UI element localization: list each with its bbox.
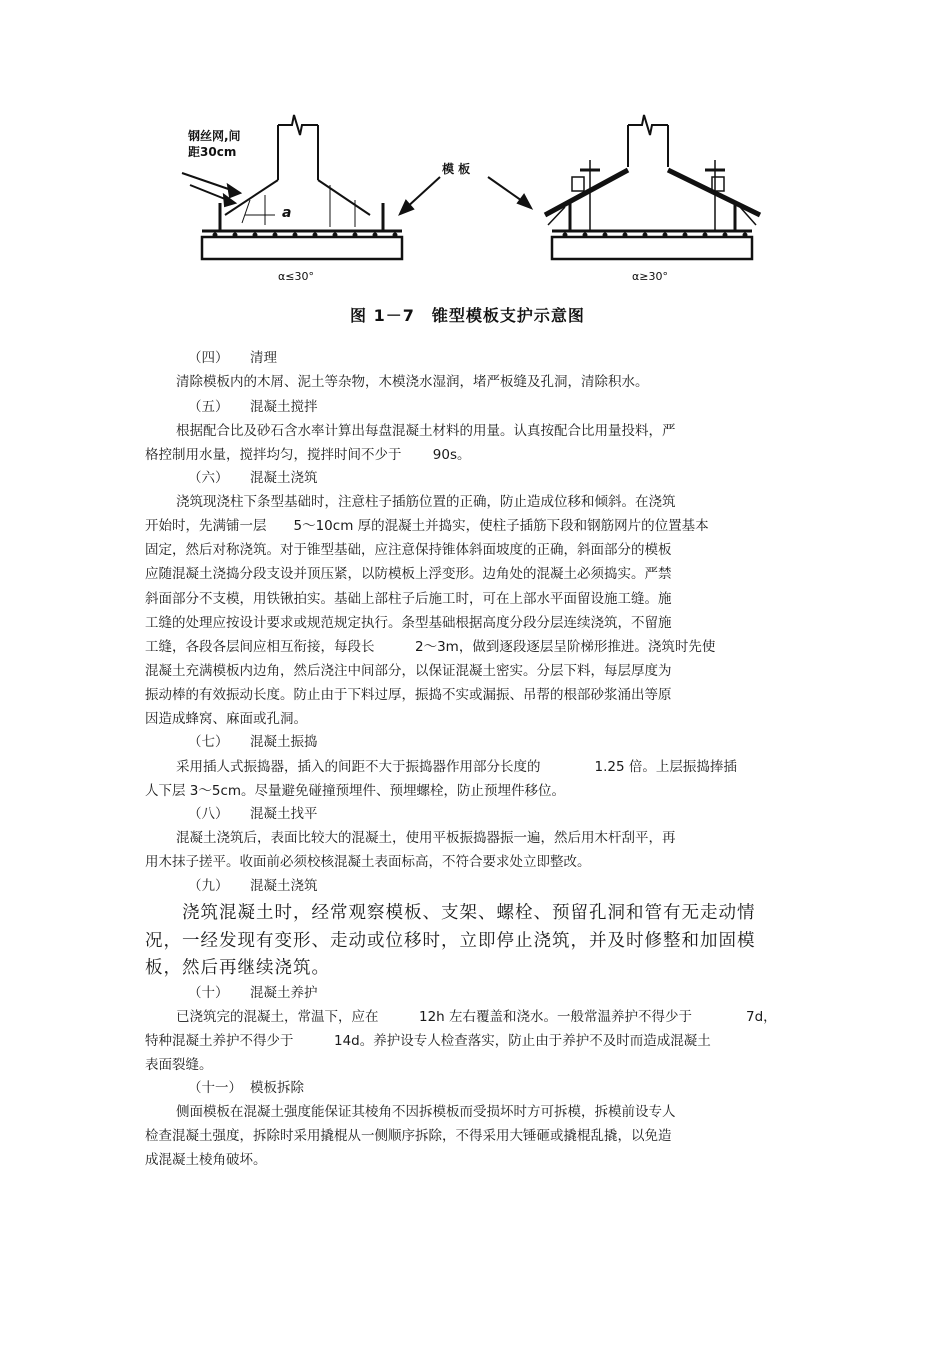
left-base-slab (202, 237, 402, 259)
section-title: 混凝土振捣 (250, 734, 318, 750)
paragraph-line: 混凝土充满模板内边角，然后浇注中间部分，以保证混凝土密实。分层下料，每层厚度为 (145, 663, 672, 679)
paragraph-line: 根据配合比及砂石含水率计算出每盘混凝土材料的用量。认真按配合比用量投料，严 (176, 423, 676, 439)
paragraph-line: 开始时，先满铺一层 5～10cm 厚的混凝土并捣实，使柱子插筋下段和钢筋网片的位置基本 (145, 518, 709, 534)
paragraph-line: 工缝的处理应按设计要求或规范规定执行。条型基础根据高度分段分层连续浇筑，不留施 (145, 615, 672, 631)
section-number: （六） (188, 470, 229, 486)
formwork-arrow-right (488, 177, 525, 203)
section-title: 混凝土搅拌 (250, 399, 318, 415)
cone-formwork-diagram (170, 105, 790, 305)
paragraph-line: 固定，然后对称浇筑。对于锥型基础，应注意保持锥体斜面坡度的正确，斜面部分的模板 (145, 542, 672, 558)
paragraph-line: 浇筑混凝土时，经常观察模板、支架、螺栓、预留孔洞和管有无走动情 (182, 903, 756, 923)
section-heading (188, 349, 277, 367)
paragraph-line: 侧面模板在混凝土强度能保证其棱角不因拆模板而受损坏时方可拆模，拆模前设专人 (176, 1104, 676, 1120)
section-heading (188, 877, 318, 895)
paragraph-line: 格控制用水量，搅拌均匀，搅拌时间不少于 90s。 (145, 447, 471, 463)
left-condition-label: α≤30° (278, 270, 314, 283)
paragraph-line: 采用插人式振捣器，插入的间距不大于振捣器作用部分长度的 1.25 倍。上层振捣捧插 (176, 759, 737, 775)
section-number: （九） (188, 878, 229, 894)
section-heading (188, 469, 318, 487)
alpha-label: a (282, 205, 292, 221)
paragraph-line: 工缝，各段各层间应相互衔接，每段长 2～3m，做到逐段逐层呈阶梯形推进。浇筑时先使 (145, 639, 716, 655)
figure-caption: 图 1－7 锥型模板支护示意图 (350, 306, 585, 325)
paragraph-line: 人下层 3～5cm。尽量避免碰撞预埋件、预埋螺栓，防止预埋件移位。 (145, 783, 566, 799)
paragraph-line: 用木抹子搓平。收面前必须校核混凝土表面标高，不符合要求处立即整改。 (145, 854, 591, 870)
left-slope-right (318, 180, 370, 215)
section-number: （七） (188, 734, 229, 750)
right-condition-label: α≥30° (632, 270, 668, 283)
mesh-label-line1: 钢丝网,间 (188, 129, 241, 143)
paragraph-line: 检查混凝土强度，拆除时采用撬棍从一侧顺序拆除，不得采用大锤砸或撬棍乱撬，以免造 (145, 1128, 672, 1144)
paragraph-line: 振动棒的有效振动长度。防止由于下料过厚，振捣不实或漏振、吊帮的根部砂浆涌出等原 (145, 687, 672, 703)
section-title: 清理 (250, 350, 277, 366)
formwork-arrow-left (405, 177, 440, 209)
paragraph-line: 已浇筑完的混凝土，常温下，应在 12h 左右覆盖和浇水。一般常温养护不得少于 7d， (176, 1009, 777, 1025)
right-base-slab (552, 237, 752, 259)
mesh-label-line2: 距30cm (188, 145, 237, 159)
paragraph-line: 板，然后再继续浇筑。 (145, 958, 330, 978)
section-heading (188, 805, 318, 823)
paragraph-line: 清除模板内的木屑、泥土等杂物，木模浇水湿润，堵严板缝及孔洞，清除积水。 (176, 374, 649, 390)
paragraph-line: 因造成蜂窝、麻面或孔洞。 (145, 711, 307, 727)
section-heading (188, 733, 318, 751)
section-number: （五） (188, 399, 229, 415)
section-title: 混凝土养护 (250, 985, 318, 1001)
paragraph-line: 表面裂缝。 (145, 1057, 213, 1073)
section-number: （十） (188, 985, 229, 1001)
section-title: 模板拆除 (250, 1080, 304, 1096)
section-number: （十一） (188, 1080, 242, 1096)
formwork-label: 模 板 (442, 162, 471, 176)
paragraph-line: 特种混凝土养护不得少于 14d。养护设专人检查落实，防止由于养护不及时而造成混凝土 (145, 1033, 711, 1049)
paragraph-line: 浇筑现浇柱下条型基础时，注意柱子插筋位置的正确，防止造成位移和倾斜。在浇筑 (176, 494, 676, 510)
section-heading (188, 984, 318, 1002)
right-slope-left (545, 170, 628, 215)
section-number: （四） (188, 350, 229, 366)
section-heading (188, 1079, 304, 1097)
section-number: （八） (188, 806, 229, 822)
section-title: 混凝土浇筑 (250, 878, 318, 894)
paragraph-line: 斜面部分不支模，用铁锹拍实。基础上部柱子后施工时，可在上部水平面留设施工缝。施 (145, 591, 672, 607)
left-slope-left (225, 180, 278, 215)
section-title: 混凝土浇筑 (250, 470, 318, 486)
paragraph-line: 应随混凝土浇捣分段支设并顶压紧，以防模板上浮变形。边角处的混凝土必须捣实。严禁 (145, 566, 672, 582)
paragraph-line: 混凝土浇筑后，表面比较大的混凝土，使用平板振捣器振一遍，然后用木杆刮平，再 (176, 830, 676, 846)
section-title: 混凝土找平 (250, 806, 318, 822)
paragraph-line: 成混凝土棱角破坏。 (145, 1152, 267, 1168)
section-heading (188, 398, 318, 416)
paragraph-line: 况，一经发现有变形、走动或位移时，立即停止浇筑，并及时修整和加固模 (145, 931, 756, 951)
